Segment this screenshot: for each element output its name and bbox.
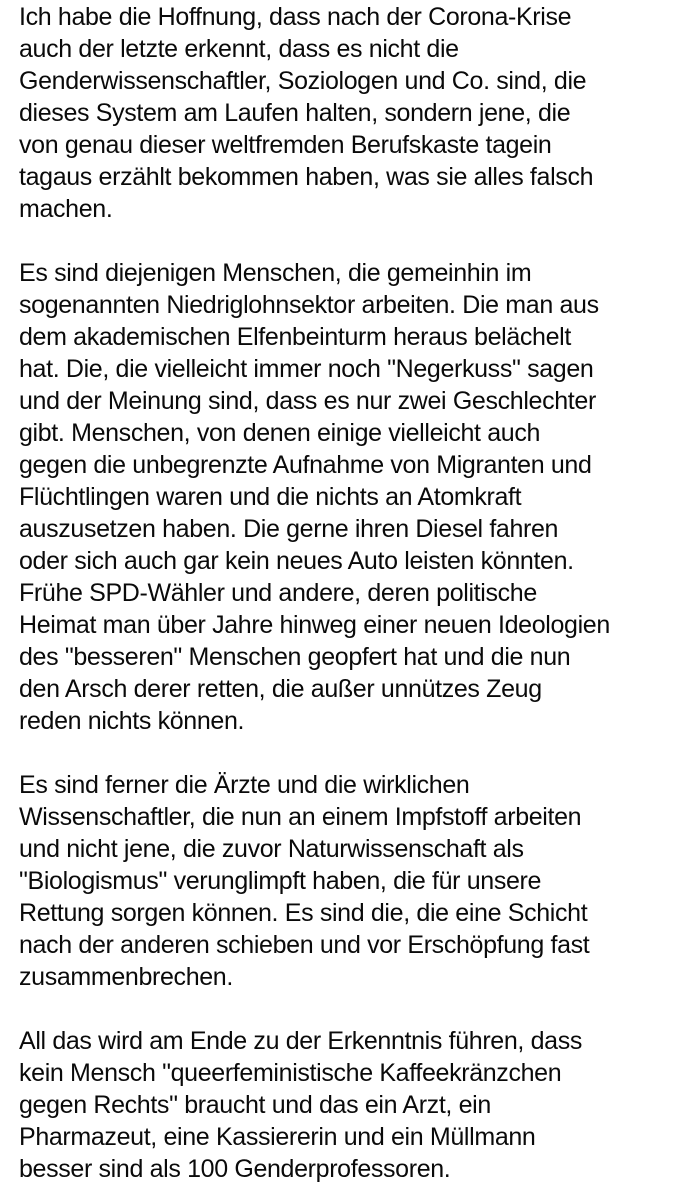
- text-line: besser sind als 100 Genderprofessoren.: [19, 1155, 451, 1183]
- text-line: Flüchtlingen waren und die nichts an Atomkraft: [19, 483, 522, 511]
- text-line: auszusetzen haben. Die gerne ihren Diesel fahren: [19, 515, 559, 543]
- text-line: "Biologismus" verunglimpft haben, die für unsere: [19, 867, 542, 895]
- text-line: auch der letzte erkennt, dass es nicht die: [19, 35, 459, 63]
- paragraph-4: [19, 1025, 659, 1185]
- text-line: oder sich auch gar kein neues Auto leisten könnten.: [19, 547, 574, 575]
- text-line: gegen die unbegrenzte Aufnahme von Migranten und: [19, 451, 592, 479]
- text-line: dem akademischen Elfenbeinturm heraus belächelt: [19, 323, 571, 351]
- text-line: dieses System am Laufen halten, sondern jene, die: [19, 99, 571, 127]
- text-line: Genderwissenschaftler, Soziologen und Co. sind, die: [19, 67, 587, 95]
- text-line: Heimat man über Jahre hinweg einer neuen Ideologien: [19, 611, 610, 639]
- text-line: und nicht jene, die zuvor Naturwissenschaft als: [19, 835, 524, 863]
- text-line: sogenannten Niedriglohnsektor arbeiten. Die man aus: [19, 291, 599, 319]
- text-line: den Arsch derer retten, die außer unnützes Zeug: [19, 675, 542, 703]
- text-line: hat. Die, die vielleicht immer noch "Negerkuss" sagen: [19, 355, 594, 383]
- text-line: nach der anderen schieben und vor Erschöpfung fast: [19, 931, 590, 959]
- text-line: Frühe SPD-Wähler und andere, deren politische: [19, 579, 537, 607]
- text-line: gibt. Menschen, von denen einige vielleicht auch: [19, 419, 541, 447]
- text-line: All das wird am Ende zu der Erkenntnis führen, dass: [19, 1027, 582, 1055]
- text-line: und der Meinung sind, dass es nur zwei Geschlechter: [19, 387, 596, 415]
- text-line: tagaus erzählt bekommen haben, was sie alles falsch: [19, 163, 594, 191]
- text-line: Ich habe die Hoffnung, dass nach der Corona-Krise: [19, 3, 572, 31]
- text-line: gegen Rechts" braucht und das ein Arzt, ein: [19, 1091, 491, 1119]
- paragraph-3: [19, 769, 659, 993]
- text-line: Pharmazeut, eine Kassiererin und ein Müllmann: [19, 1123, 536, 1151]
- text-line: Rettung sorgen können. Es sind die, die eine Schicht: [19, 899, 588, 927]
- paragraph-2: [19, 257, 659, 737]
- text-line: von genau dieser weltfremden Berufskaste tagein: [19, 131, 552, 159]
- text-line: reden nichts können.: [19, 707, 245, 735]
- text-line: Es sind diejenigen Menschen, die gemeinhin im: [19, 259, 532, 287]
- text-line: Es sind ferner die Ärzte und die wirklichen: [19, 771, 470, 799]
- text-line: zusammenbrechen.: [19, 963, 233, 991]
- paragraph-1: [19, 0, 659, 225]
- text-line: Wissenschaftler, die nun an einem Impfstoff arbeiten: [19, 803, 582, 831]
- text-line: des "besseren" Menschen geopfert hat und die nun: [19, 643, 571, 671]
- text-line: machen.: [19, 195, 113, 223]
- text-line: kein Mensch "queerfeministische Kaffeekränzchen: [19, 1059, 562, 1087]
